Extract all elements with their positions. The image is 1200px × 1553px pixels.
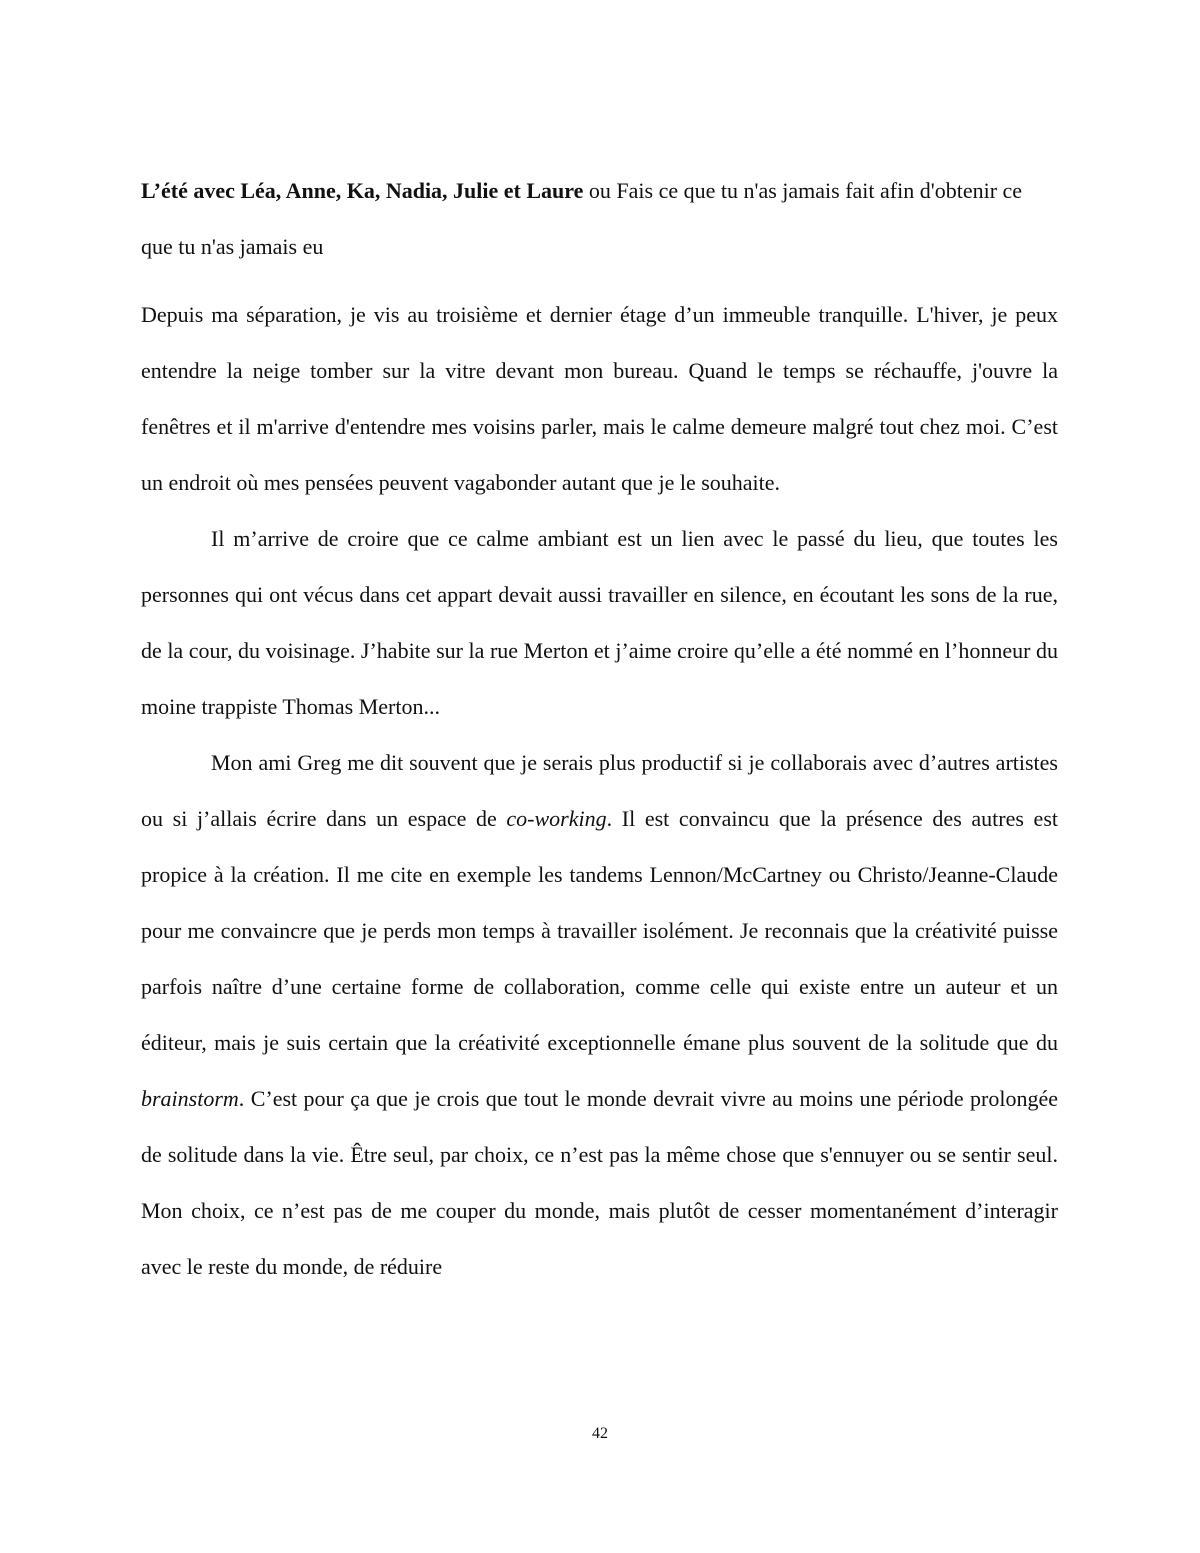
paragraph-1: Depuis ma séparation, je vis au troisième et dernier étage d’un immeuble tranquille. L'hiver, je peux entendre la neige tomber sur la vitre devant mon bureau. Quand le temps se réchauffe, j'ouvre la fenêtres et il m'arrive d'entendre mes voisins parler, mais le calme demeure malgré tout chez moi. C’est un endroit où mes pensées peuvent vagabonder autant que je le souhaite. — [141, 302, 1058, 495]
paragraph-3-text-1: Mon ami Greg me dit souvent que je serais plus productif si je collaborais avec d’autres artistes ou si j’allais écrire dans un espace de — [141, 750, 1058, 831]
page-number: 42 — [592, 1425, 608, 1442]
paragraph-3 — [141, 735, 1058, 1295]
paragraph-3-italic-brainstorm: brainstorm — [141, 1086, 239, 1111]
paragraph-2: Il m’arrive de croire que ce calme ambiant est un lien avec le passé du lieu, que toutes les personnes qui ont vécus dans cet appart devait aussi travailler en silence, en écoutant les sons de la rue, de la cour, du voisinage. J’habite sur la rue Merton et j’aime croire qu’elle a été nommé en l’honneur du moine trappiste Thomas Merton... — [141, 526, 1058, 719]
chapter-subtitle: ou Fais ce que tu n'as jamais fait afin d'obtenir ce que tu n'as jamais eu — [141, 178, 1023, 259]
chapter-heading — [141, 163, 1058, 275]
paragraph-3-text-2: . Il est convaincu que la présence des autres est propice à la création. Il me cite en exemple les tandems Lennon/McCartney ou Christo/Jeanne-Claude pour me convaincre que je perds mon temps à travailler isolément. Je reconnais que la créativité puisse parfois naître d’une certaine forme de collaboration, comme celle qui existe entre un auteur et un éditeur, mais je suis certain que la créativité exceptionnelle émane plus souvent de la solitude que du — [141, 806, 1058, 1055]
chapter-title: L’été avec Léa, Anne, Ka, Nadia, Julie et Laure — [141, 178, 584, 203]
paragraph-3-italic-coworking: co-working — [506, 806, 607, 831]
paragraph-3-text-3: . C’est pour ça que je crois que tout le monde devrait vivre au moins une période prolongée de solitude dans la vie. Être seul, par choix, ce n’est pas la même chose que s'ennuyer ou se sentir seul. Mon choix, ce n’est pas de me couper du monde, mais plutôt de cesser momentanément d’interagir avec le reste du monde, de réduire — [141, 1086, 1058, 1279]
